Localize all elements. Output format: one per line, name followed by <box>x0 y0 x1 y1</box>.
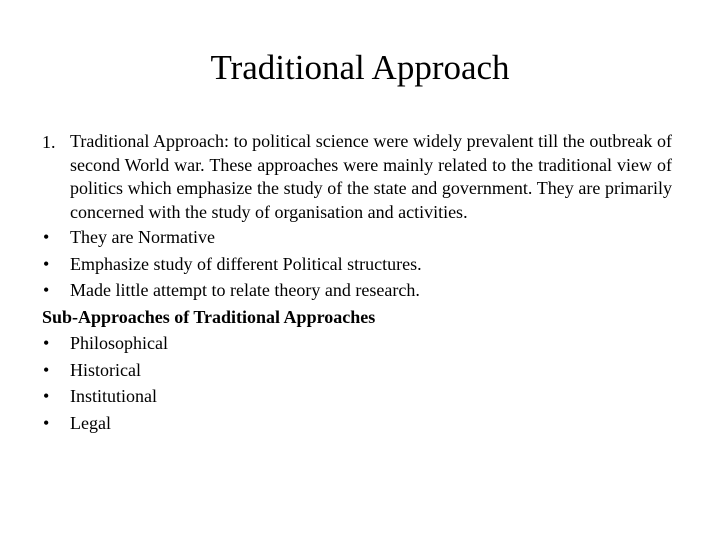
list-item-legal <box>42 410 672 437</box>
sub-approaches-heading: Sub-Approaches of Traditional Approaches <box>42 306 376 327</box>
list-item-institutional <box>42 383 672 410</box>
bullet-icon: • <box>43 227 50 247</box>
list-number: 1. <box>42 132 56 152</box>
list-item-theory-research <box>42 277 672 304</box>
intro-text: Traditional Approach: to political science were widely prevalent till the outbreak of second World war. These approaches were mainly related to the traditional view of politics which emphasize the study of the state and government. They are primarily concerned with the study of organisation and activities. <box>70 131 672 222</box>
bullet-icon: • <box>43 333 50 353</box>
list-item-philosophical <box>42 330 672 357</box>
list-item-text: Emphasize study of different Political structures. <box>70 253 422 274</box>
bullet-icon: • <box>43 280 50 300</box>
list-item-normative <box>42 224 672 251</box>
list-item-historical <box>42 357 672 384</box>
bullet-icon: • <box>43 359 50 380</box>
intro-paragraph <box>42 129 672 224</box>
slide-body <box>42 129 672 436</box>
list-item-text: Philosophical <box>70 333 168 353</box>
list-item-text: Historical <box>70 359 141 380</box>
list-item-text: They are Normative <box>70 227 215 247</box>
list-item-text: Institutional <box>70 386 157 406</box>
bullet-icon: • <box>43 412 50 433</box>
bullet-icon: • <box>43 253 50 274</box>
list-item-text: Made little attempt to relate theory and research. <box>70 280 420 300</box>
list-item-text: Legal <box>70 412 111 433</box>
list-item-political-structures <box>42 251 672 278</box>
bullet-icon: • <box>43 386 50 406</box>
slide-title: Traditional Approach <box>210 48 510 87</box>
